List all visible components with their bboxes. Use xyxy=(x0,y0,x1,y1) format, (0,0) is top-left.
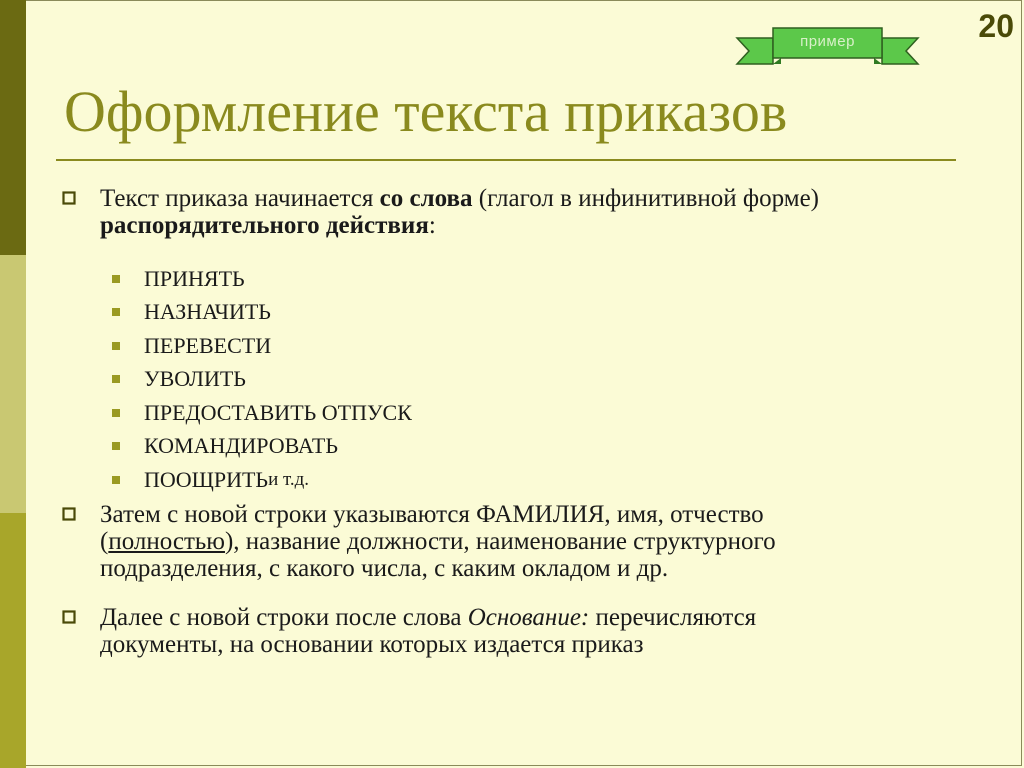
square-bullet-icon xyxy=(112,308,120,316)
list-item: НАЗНАЧИТЬ xyxy=(112,296,412,330)
list-item: УВОЛИТЬ xyxy=(112,363,412,397)
square-bullet-icon xyxy=(112,275,120,283)
slide-number: 20 xyxy=(978,8,1014,44)
list-item: КОМАНДИРОВАТЬ xyxy=(112,430,412,464)
bullet-text-2: Затем с новой строки указываются ФАМИЛИЯ, имя, отчество (полностью), название должности, наименование структурного подразделения, с какого числа, с каким окладом и др. xyxy=(100,501,776,582)
square-bullet-icon xyxy=(112,342,120,350)
left-bar-bottom xyxy=(0,513,26,768)
verb-list xyxy=(112,262,412,497)
page-title: Оформление текста приказов xyxy=(64,79,788,144)
list-item: ПООЩРИТЬ и т.д. xyxy=(112,463,412,497)
left-bar-top xyxy=(0,0,26,255)
bullet-text-3: Далее с новой строки после слова Основание: перечисляются документы, на основании которых издается приказ xyxy=(100,604,757,658)
bullet-text-1: Текст приказа начинается со слова (глагол в инфинитивной форме) распорядительного действия: xyxy=(100,185,819,239)
title-divider xyxy=(56,159,956,161)
square-bullet-icon xyxy=(112,476,120,484)
example-ribbon-button[interactable] xyxy=(735,24,920,70)
list-item: ПЕРЕВЕСТИ xyxy=(112,329,412,363)
square-bullet-icon xyxy=(112,409,120,417)
square-bullet-icon xyxy=(112,442,120,450)
hollow-square-bullet-icon xyxy=(62,507,76,521)
left-bar-middle xyxy=(0,255,26,513)
square-bullet-icon xyxy=(112,375,120,383)
list-item: ПРИНЯТЬ xyxy=(112,262,412,296)
list-item: ПРЕДОСТАВИТЬ ОТПУСК xyxy=(112,396,412,430)
hollow-square-bullet-icon xyxy=(62,191,76,205)
ribbon-label: пример xyxy=(800,33,855,50)
hollow-square-bullet-icon xyxy=(62,610,76,624)
